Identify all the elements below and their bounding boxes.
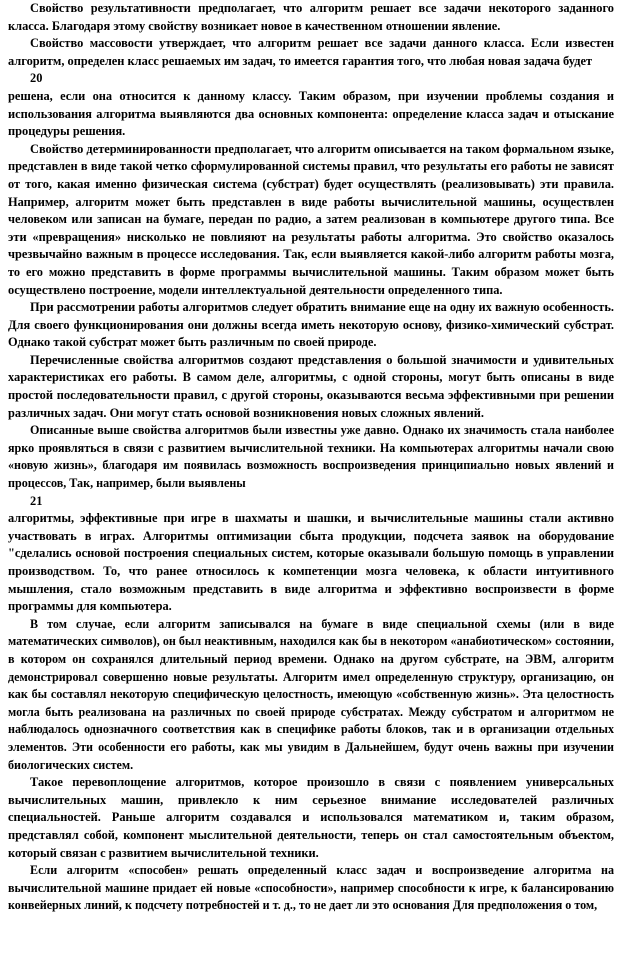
paragraph-determinism-property: Свойство детерминированности предполагает, что алгоритм описывается на таком формальном языке, представлен в виде такой четко сформулированной системы правил, что результаты его работы не зависят от того, какая именно физическая система (субстрат) будет осуществлять (реализовывать) эти правила. Например, алгоритм может быть представлен в виде работы вычислительной машины, осуществлен человеком или записан на бумаге, передан по радио, а затем реализован в компьютере другого типа. Все эти «превращения» нисколько не повлияют на результаты работы алгоритма. Это свойство оказалось чрезвычайно важным в процессе исследования. Так, если выявляется какой-либо алгоритм работы мозга, то его можно представить в форме программы вычислительной машины. Таким образом может быть осуществлено построение, модели интеллектуальной деятельности определенного типа. <box>8 141 614 297</box>
paragraph-reincarnation: Такое перевоплощение алгоритмов, которое произошло в связи с появлением универсальных вычислительных машин, привлекло к ним серьезное внимание исследователей различных специальностей. Раньше алгоритм создавался и использовался математиком и, таким образом, представлял собой, компонент мыслительной деятельности, теперь он стал самостоятельным объектом, который связан с развитием вычислительной техники. <box>8 775 614 860</box>
paragraph-continuation: решена, если она относится к данному классу. Таким образом, при изучении проблемы создания и использования алгоритма выявляются два основных компонента: определение класса задач и отыскание процедуры решения. <box>8 88 614 139</box>
paragraph-described-properties: Описанные выше свойства алгоритмов были известны уже давно. Однако их значимость стала наиболее ярко проявляться в связи с развитием вычислительной техники. На компьютерах алгоритмы начали свою «новую жизнь», благодаря им появилась возможность воспроизведения принципиально новых явлений и процессов, Так, например, были выявлены <box>8 423 614 491</box>
paragraph-mass-property: Свойство массовости утверждает, что алгоритм решает все задачи данного класса. Если известен алгоритм, определен класс решаемых им задач, то имеется гарантия того, что любая новая задача будет <box>8 36 614 68</box>
paragraph-capable-algorithm: Если алгоритм «способен» решать определенный класс задач и воспроизведение алгоритма на вычислительной машине придает ей новые «способности», например способности к игре, к балансированию конвейерных линий, к подсчету потребностей и т. д., то не дает ли это основания Для предположения о том, <box>8 863 614 913</box>
page-number: 20 <box>30 71 43 86</box>
page-number: 21 <box>30 493 43 508</box>
paragraph-continuation: алгоритмы, эффективные при игре в шахматы и шашки, и вычислительные машины стали активно участвовать в играх. Алгоритмы оптимизации сбыта продукции, подсчета заявок на оборудование "сделались основой построения специальных систем, которые оказывали большую помощь в управлении производством. То, что ранее относилось к компетенции мозга человека, к области интуитивного мышления, стало возможным представить в виде алгоритма и эффективно воспроизвести в форме программы для компьютера. <box>8 511 614 614</box>
paragraph-listed-properties: Перечисленные свойства алгоритмов создают представления о большой значимости и удивительных характеристиках его работы. В самом деле, алгоритмы, с одной стороны, могут быть описаны в виде простой последовательности правил, с другой стороны, оказываются весьма эффективными при решении различных задач. Они могут стать основой возникновения новых сложных явлений. <box>8 352 614 420</box>
paragraph-paper-case: В том случае, если алгоритм записывался на бумаге в виде специальной схемы (или в виде математических символов), он был неактивным, находился как бы в некотором «анабиотическом» состоянии, в котором он сохранялся длительный период времени. Однако на другом субстрате, на ЭВМ, алгоритм демонстрировал совершенно новые результаты. Алгоритм имел определенную структуру, организацию, он как бы составлял некоторую специфическую целостность, имеющую «собственную жизнь». Эта целостность могла быть реализована на различных по своей природе субстратах. Между субстратом и алгоритмом не наблюдалось однозначного соответствия как в специфике работы блоков, так и в организации отдельных элементов. Эти особенности его работы, как мы увидим в Дальнейшем, будут очень важны при изучении биологических систем. <box>8 616 614 772</box>
paragraph-result-property: Свойство результативности предполагает, что алгоритм решает все задачи некоторого заданного класса. Благодаря этому свойству возникает новое в качественном отношении явление. <box>8 1 614 33</box>
paragraph-substrate: При рассмотрении работы алгоритмов следует обратить внимание еще на одну их важную особенность. Для своего функционирования они должны всегда иметь некоторую основу, физико-химический субстрат. Однако такой субстрат может быть различным по своей природе. <box>8 300 614 350</box>
